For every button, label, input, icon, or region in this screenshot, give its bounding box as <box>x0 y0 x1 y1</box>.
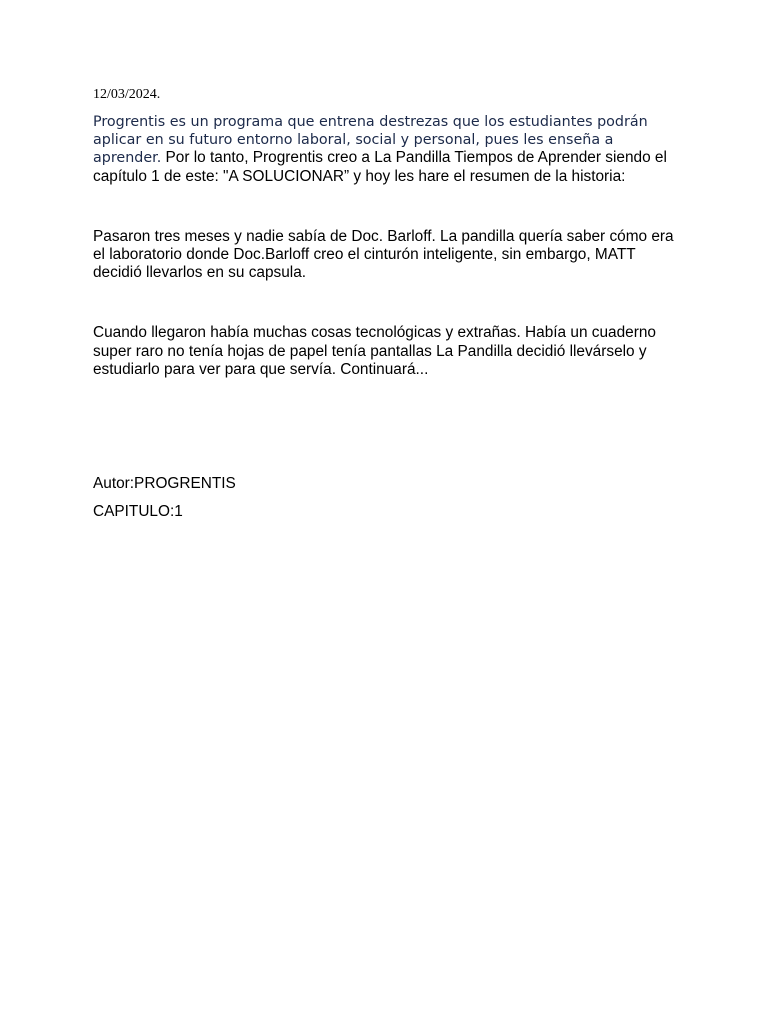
chapter-line: CAPITULO:1 <box>93 503 183 521</box>
document-date: 12/03/2024. <box>93 87 161 102</box>
document-body <box>93 86 683 531</box>
paragraph-spacer <box>93 379 683 475</box>
story-paragraph-1: Pasaron tres meses y nadie sabía de Doc. Barloff. La pandilla quería saber cómo era el laboratorio donde Doc.Barloff creo el cinturón inteligente, sin embargo, MATT decidió llevarlos en su capsula. <box>93 227 674 282</box>
paragraph-spacer <box>93 186 683 228</box>
story-paragraph-2: Cuando llegaron había muchas cosas tecnológicas y extrañas. Había un cuaderno super raro no tenía hojas de papel tenía pantallas La Pandilla decidió llevárselo y estudiarlo para ver para que servía. Continuará... <box>93 324 656 378</box>
intro-highlight-text: Progrentis es un programa que entrena destrezas que los estudiantes podrán aplicar en su futuro entorno laboral, social y personal, pues les enseña a aprender. <box>93 114 648 167</box>
intro-paragraph <box>93 113 683 186</box>
intro-rest-text: Por lo tanto, Progrentis creo a La Pandilla Tiempos de Aprender siendo el capítulo 1 de este: "A SOLUCIONAR” y hoy les hare el resumen de la historia: <box>93 149 667 185</box>
paragraph-spacer <box>93 282 683 324</box>
author-line: Autor:PROGRENTIS <box>93 475 236 493</box>
